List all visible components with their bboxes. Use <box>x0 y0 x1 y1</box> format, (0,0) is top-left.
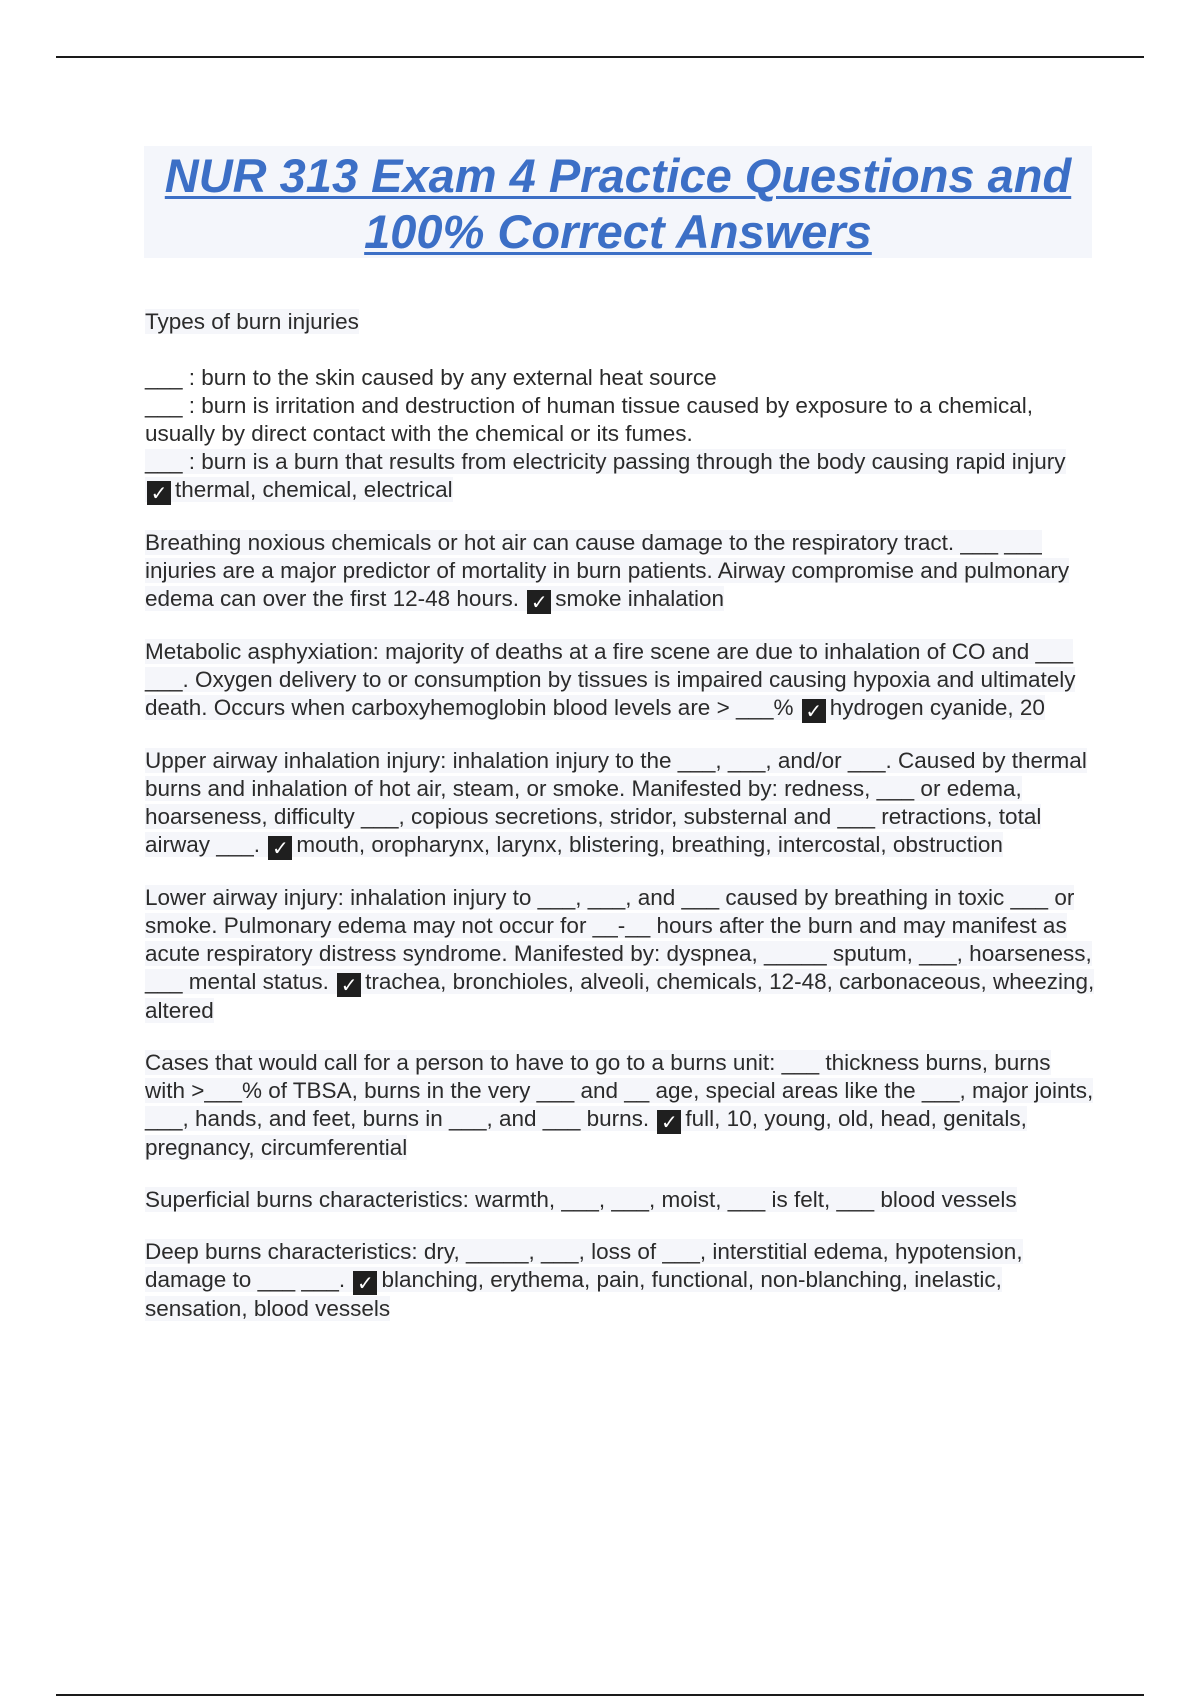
title-box <box>144 146 1092 258</box>
answer-text: blanching, erythema, pain, functional, non-blanching, inelastic, sensation, blood vessels <box>145 1267 1002 1321</box>
question-text: Deep burns characteristics: dry, _____, ___, loss of ___, interstitial edema, hypotension, damage to ___ ___. <box>145 1239 1023 1292</box>
answer-text: smoke inhalation <box>555 586 725 611</box>
title-line-1: NUR 313 Exam 4 Practice Questions and <box>164 149 1072 202</box>
top-rule <box>56 56 1144 58</box>
qa-item-7 <box>145 1186 1095 1214</box>
qa-item-6 <box>145 1049 1095 1162</box>
checkbox-checked-icon: ✓ <box>268 836 292 860</box>
qa-item-1 <box>145 364 1095 505</box>
question-text: Lower airway injury: inhalation injury to ___, ___, and ___ caused by breathing in toxic ___ or smoke. Pulmonary edema may not occur for __-__ hours after the burn and may manifest as acute respiratory distress syndrome. Manifested by: dyspnea, _____ sputum, ___, hoarseness, ___ mental status. <box>145 885 1092 994</box>
checkbox-checked-icon: ✓ <box>657 1110 681 1134</box>
bottom-rule <box>56 1694 1144 1696</box>
answer-text: hydrogen cyanide, 20 <box>829 695 1045 720</box>
section-heading: Types of burn injuries <box>145 309 359 334</box>
checkbox-checked-icon: ✓ <box>337 973 361 997</box>
question-text: ___ : burn to the skin caused by any external heat source <box>145 365 717 390</box>
question-text: ___ : burn is irritation and destruction of human tissue caused by exposure to a chemical, usually by direct contact with the chemical or its fumes. <box>145 393 1033 446</box>
qa-item-5 <box>145 884 1095 1025</box>
qa-item-2 <box>145 529 1095 614</box>
question-text: Breathing noxious chemicals or hot air can cause damage to the respiratory tract. ___ ___ injuries are a major predictor of mortality in burn patients. Airway compromise and pulmonary edema can over the first 12-48 hours. <box>145 530 1070 611</box>
document-body <box>145 308 1095 1347</box>
question-text: Upper airway inhalation injury: inhalation injury to the ___, ___, and/or ___. Caused by thermal burns and inhalation of hot air, steam, or smoke. Manifested by: redness, ___ or edema, hoarseness, difficulty ___, copious secretions, stridor, substernal and ___ retractions, total airway ___. <box>145 748 1087 857</box>
answer-text: thermal, chemical, electrical <box>175 477 453 502</box>
question-text: Metabolic asphyxiation: majority of deaths at a fire scene are due to inhalation of CO and ___ ___. Oxygen delivery to or consumption by tissues is impaired causing hypoxia and ultimately death. Occurs when carboxyhemoglobin blood levels are > ___% <box>145 639 1076 720</box>
answer-text: mouth, oropharynx, larynx, blistering, breathing, intercostal, obstruction <box>296 832 1003 857</box>
page-title <box>144 146 1092 260</box>
qa-item-8 <box>145 1238 1095 1323</box>
qa-item-3 <box>145 638 1095 723</box>
checkbox-checked-icon: ✓ <box>802 699 826 723</box>
checkbox-checked-icon: ✓ <box>353 1271 377 1295</box>
checkbox-checked-icon: ✓ <box>147 481 171 505</box>
answer-text: full, 10, young, old, head, genitals, pregnancy, circumferential <box>145 1106 1027 1160</box>
title-line-2: 100% Correct Answers <box>364 205 872 258</box>
question-text: Superficial burns characteristics: warmth, ___, ___, moist, ___ is felt, ___ blood vessels <box>145 1187 1017 1212</box>
qa-item-4 <box>145 747 1095 860</box>
checkbox-checked-icon: ✓ <box>527 590 551 614</box>
answer-text: trachea, bronchioles, alveoli, chemicals, 12-48, carbonaceous, wheezing, altered <box>145 969 1095 1023</box>
question-text: ___ : burn is a burn that results from electricity passing through the body causing rapid injury <box>145 449 1066 474</box>
question-text: Cases that would call for a person to have to go to a burns unit: ___ thickness burns, burns with >___% of TBSA, burns in the very ___ and __ age, special areas like the ___, major joints, ___, hands, and feet, burns in ___, and ___ burns. <box>145 1050 1094 1131</box>
